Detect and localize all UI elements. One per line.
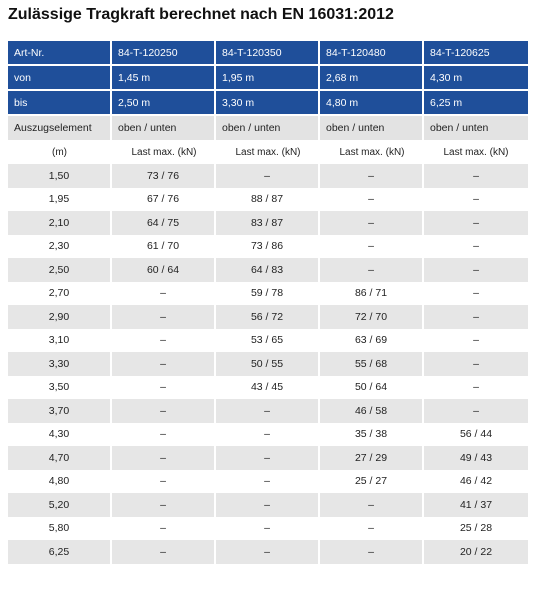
length-cell: 1,95 [8, 188, 112, 212]
load-cell: 50 / 55 [216, 352, 320, 376]
load-cell: – [424, 329, 528, 353]
von-value: 1,45 m [112, 66, 216, 89]
load-cell: 88 / 87 [216, 188, 320, 212]
bis-value: 4,80 m [320, 91, 424, 114]
bis-value: 2,50 m [112, 91, 216, 114]
load-cell: 25 / 28 [424, 517, 528, 541]
von-label: von [8, 66, 112, 89]
load-cell: – [320, 258, 424, 282]
auszug-row [8, 116, 528, 140]
load-cell: 86 / 71 [320, 282, 424, 306]
bis-label: bis [8, 91, 112, 114]
load-cell: – [216, 517, 320, 541]
load-cell: 43 / 45 [216, 376, 320, 400]
load-cell: – [424, 282, 528, 306]
art-nr-value: 84-T-120480 [320, 41, 424, 64]
length-cell: 3,70 [8, 399, 112, 423]
load-cell: 72 / 70 [320, 305, 424, 329]
table-row [8, 493, 528, 517]
load-cell: – [216, 423, 320, 447]
bis-row [8, 91, 528, 114]
last-max-label: Last max. (kN) [131, 146, 197, 158]
load-cell: – [424, 211, 528, 235]
load-cell: – [112, 493, 216, 517]
load-cell: – [320, 211, 424, 235]
art-nr-value: 84-T-120350 [216, 41, 320, 64]
table-row [8, 376, 528, 400]
table-row [8, 305, 528, 329]
load-cell: 27 / 29 [320, 446, 424, 470]
load-cell: 20 / 22 [424, 540, 528, 564]
load-cell: – [320, 517, 424, 541]
table-row [8, 329, 528, 353]
table-row [8, 282, 528, 306]
load-cell: 53 / 65 [216, 329, 320, 353]
load-cell: – [424, 305, 528, 329]
table-row [8, 517, 528, 541]
length-cell: 3,30 [8, 352, 112, 376]
auszug-value: oben / unten [216, 116, 320, 140]
load-cell: 49 / 43 [424, 446, 528, 470]
table-row [8, 188, 528, 212]
table-row [8, 470, 528, 494]
load-cell: 35 / 38 [320, 423, 424, 447]
load-cell: 46 / 58 [320, 399, 424, 423]
load-cell: – [112, 423, 216, 447]
art-nr-value: 84-T-120625 [424, 41, 528, 64]
load-cell: – [112, 282, 216, 306]
table-row [8, 258, 528, 282]
art-nr-value: 84-T-120250 [112, 41, 216, 64]
length-cell: 6,25 [8, 540, 112, 564]
load-cell: – [320, 188, 424, 212]
von-value: 1,95 m [216, 66, 320, 89]
load-cell: – [320, 235, 424, 259]
load-cell: – [216, 540, 320, 564]
table-row [8, 164, 528, 188]
load-cell: – [112, 399, 216, 423]
length-cell: 2,30 [8, 235, 112, 259]
load-cell: – [424, 164, 528, 188]
table-row [8, 235, 528, 259]
length-cell: 2,10 [8, 211, 112, 235]
load-cell: – [424, 352, 528, 376]
data-rows [8, 164, 528, 564]
unit-row [8, 140, 528, 164]
load-cell: 64 / 83 [216, 258, 320, 282]
auszug-value: oben / unten [424, 116, 528, 140]
load-cell: 63 / 69 [320, 329, 424, 353]
load-cell: – [320, 540, 424, 564]
length-cell: 5,20 [8, 493, 112, 517]
table-row [8, 399, 528, 423]
load-cell: 50 / 64 [320, 376, 424, 400]
load-cell: – [216, 470, 320, 494]
last-max-label: Last max. (kN) [235, 146, 301, 158]
table-row [8, 352, 528, 376]
load-cell: – [112, 517, 216, 541]
load-cell: – [216, 446, 320, 470]
von-row [8, 66, 528, 89]
length-cell: 2,50 [8, 258, 112, 282]
length-cell: 3,50 [8, 376, 112, 400]
length-cell: 5,80 [8, 517, 112, 541]
length-cell: 4,80 [8, 470, 112, 494]
load-cell: – [424, 188, 528, 212]
load-cell: – [112, 540, 216, 564]
load-cell: 56 / 72 [216, 305, 320, 329]
load-cell: – [320, 493, 424, 517]
unit-label: (m) [52, 146, 67, 158]
auszug-label: Auszugselement [8, 116, 112, 140]
art-nr-row [8, 41, 528, 64]
load-cell: 67 / 76 [112, 188, 216, 212]
auszug-value: oben / unten [112, 116, 216, 140]
table-row [8, 540, 528, 564]
load-cell: 73 / 76 [112, 164, 216, 188]
load-cell: 41 / 37 [424, 493, 528, 517]
load-cell: 46 / 42 [424, 470, 528, 494]
page-title: Zulässige Tragkraft berechnet nach EN 16031:2012 [8, 6, 394, 23]
table-row [8, 211, 528, 235]
load-table [8, 41, 528, 564]
length-cell: 1,50 [8, 164, 112, 188]
art-nr-label: Art-Nr. [8, 41, 112, 64]
load-cell: – [112, 446, 216, 470]
load-cell: – [216, 399, 320, 423]
load-cell: – [112, 329, 216, 353]
table-row [8, 446, 528, 470]
load-cell: 64 / 75 [112, 211, 216, 235]
last-max-label: Last max. (kN) [339, 146, 405, 158]
load-cell: 25 / 27 [320, 470, 424, 494]
load-cell: 61 / 70 [112, 235, 216, 259]
load-cell: – [424, 235, 528, 259]
load-cell: 83 / 87 [216, 211, 320, 235]
length-cell: 4,70 [8, 446, 112, 470]
load-cell: 73 / 86 [216, 235, 320, 259]
load-cell: – [112, 305, 216, 329]
load-cell: – [112, 352, 216, 376]
load-cell: – [216, 164, 320, 188]
load-cell: 60 / 64 [112, 258, 216, 282]
load-cell: – [216, 493, 320, 517]
load-cell: 56 / 44 [424, 423, 528, 447]
load-cell: 59 / 78 [216, 282, 320, 306]
last-max-label: Last max. (kN) [443, 146, 509, 158]
bis-value: 3,30 m [216, 91, 320, 114]
length-cell: 3,10 [8, 329, 112, 353]
length-cell: 4,30 [8, 423, 112, 447]
length-cell: 2,70 [8, 282, 112, 306]
length-cell: 2,90 [8, 305, 112, 329]
von-value: 4,30 m [424, 66, 528, 89]
load-cell: – [424, 399, 528, 423]
load-cell: – [112, 470, 216, 494]
load-cell: – [112, 376, 216, 400]
load-cell: – [424, 376, 528, 400]
bis-value: 6,25 m [424, 91, 528, 114]
load-cell: – [320, 164, 424, 188]
auszug-value: oben / unten [320, 116, 424, 140]
von-value: 2,68 m [320, 66, 424, 89]
load-cell: 55 / 68 [320, 352, 424, 376]
table-row [8, 423, 528, 447]
load-cell: – [424, 258, 528, 282]
